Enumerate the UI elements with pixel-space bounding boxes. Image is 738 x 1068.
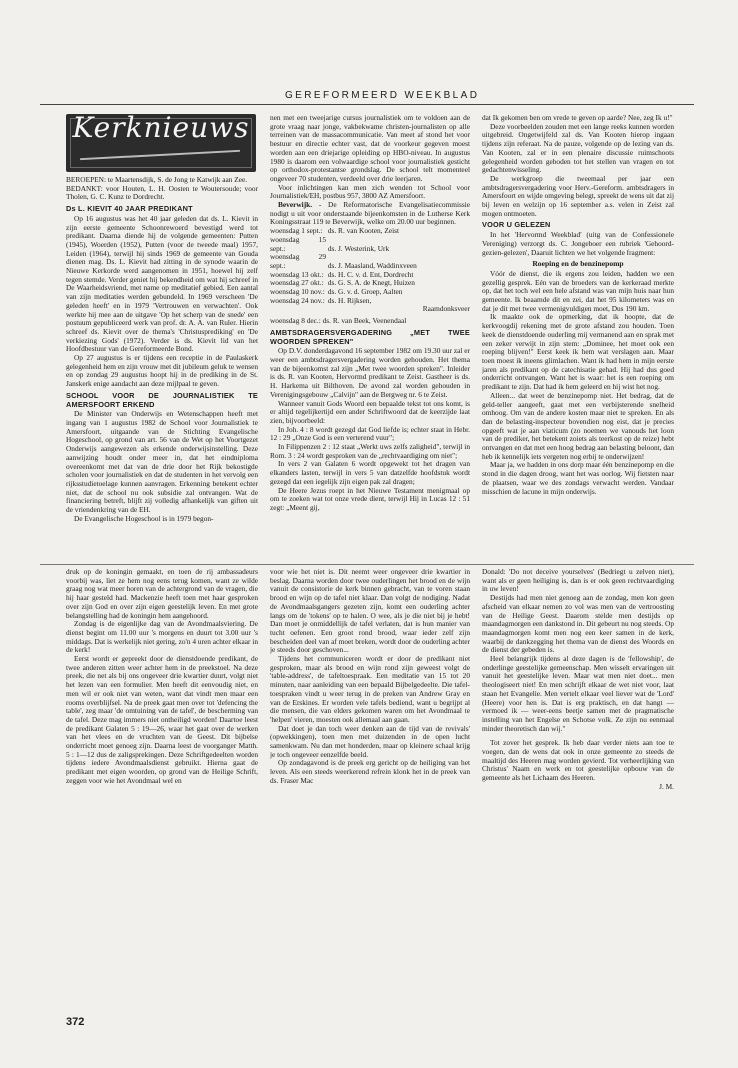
paragraph: voor wie het niet is. Dit neemt weer ongeveer drie kwartier in beslag. Daarna worden door twee ouderlingen het brood en de wijn vanuit de consistorie de kerk binnen gebracht, van te voren staan brood en wijn op de tafel niet klaar. Dan volgt de nodiging. Nadat de Avondmaalsgangers gezeten zijn, komt een ouderling achter langs om de 'tokens' op te halen. O wee, als je die niet bij je hebt! Dan moet je onmiddellijk de tafel verlaten, dat is hun manier van tucht oefenen. Een groot rond brood, waar ieder zelf zijn bescheiden deel van af moet breken, wordt door de ouderling achter je steeds door geschoven... [270, 568, 470, 655]
paragraph: Zondag is de eigenlijke dag van de Avondmaalsviering. De dienst begint om 11.00 uur 's morgens en duurt tot 3.00 uur 's middags. Dat is werkelijk niet gering, zo'n 4 uren achter elkaar in de kerk! [66, 619, 258, 655]
column-1 [66, 114, 258, 562]
paragraph: nen met een tweejarige cursus journalistiek om te voldoen aan de grote vraag naar jonge, vakbekwame christen-journalisten op alle terreinen van de massacommunicatie. Van meet af stond het voor bestuur en directie echter vast, dat de voorkeur gegeven moest worden aan een driejarige opleiding op HBO-niveau. In augustus 1980 is daarom een volwaardige school voor journalistiek gesticht op orthodox-protestantse grondslag. De school telt momenteel ongeveer 70 studenten, verdeeld over drie leerjaren. [270, 114, 470, 183]
paragraph: Op zondagavond is de preek erg gericht op de heiliging van het leven. Als een steeds weerkerend refrein klonk het in de preek van ds. Fraser Mac [270, 758, 470, 785]
paragraph-lead: Beverwijk. [278, 200, 313, 210]
paragraph: Tot zover het gesprek. Ik heb daar verder niets aan toe te voegen, dan de wens dat ook in onze gemeente zo steeds de maaltijd des Heeren mag worden gevierd. Tot verheerlijking van Christus' Naam en werk en tot geestelijke opbouw van de gemeente als het Lichaam des Heeren. [482, 738, 674, 783]
heading-journalistiek: SCHOOL VOOR DE JOURNALISTIEK TE AMERSFOORT ERKEND [66, 390, 258, 409]
paragraph: Vóór de dienst, die ik ergens zou leiden, hadden we een gezellig gesprek. Eén van de broeders van de kerkeraad merkte op, dat het toch wel een hele afstand was van mijn huis naar hun gemeente. Ik beaamde dit en zei, dat het 95 kilometers was en dat je dit met twee vermenigvuldigen moet, Dus 190 km. [482, 268, 674, 313]
page-number: 372 [66, 1016, 85, 1028]
schedule-row: woensdag 24 nov.: ds. H. Rijksen, [270, 295, 372, 305]
schedule-row: woensdag 1 sept.: ds. R. van Kooten, Zeist [270, 226, 400, 236]
column-3 [482, 114, 674, 562]
paragraph: Heel belangrijk tijdens al deze dagen is de 'fellowship', de onderlinge geestelijke gemeenschap. Men wisselt ervaringen uit vanuit het geestelijke leven. Maar wat men niet doet... men theologiseert niet! En men schrijft elkaar de wet niet voor, laat staan het Evangelie. Men vertelt elkaar veel liever wat de 'Lord' (Heere) voor hen is. Dat is erg praktisch, en dat hangt — vermoed ik — weer-eens beetje samen met de pragmatische instelling van het Engelse en Schotse volk. Ze zijn nu eenmaal minder theoretisch dan wij." [482, 654, 674, 733]
paragraph: Wanneer vanuit Gods Woord een bepaalde tekst tot ons komt, is er altijd tegelijkertijd een ander Schriftwoord dat de keerzijde laat zien, bijvoorbeeld: [270, 398, 470, 425]
paragraph: Op 27 augustus is er tijdens een receptie in de Paulaskerk gelegenheid hem en zijn vrouw met dit jubileum geluk te wensen en op zondag 29 augustus hoopt hij in de prediking in de St. Janskerk enige aandacht aan deze mijlpaal te geven. [66, 353, 258, 389]
header-rule [40, 104, 694, 105]
schedule-row: woensdag 27 okt.: ds. G. S. A. de Knegt, Huizen [270, 278, 415, 288]
paragraph: In Filippenzen 2 : 12 staat „Werkt uws zelfs zaligheid", terwijl in Rom. 3 : 24 wordt gesproken van de „rechtvaardiging om niet"; [270, 442, 470, 460]
column-6 [482, 568, 674, 1008]
paragraph: dat Ik gekomen ben om vrede te geven op aarde? Nee, zeg Ik u!" [482, 114, 673, 122]
section-divider [40, 564, 694, 565]
paragraph: Tijdens het communiceren wordt er door de predikant niet gesproken, maar als brood en wijn rond zijn geweest volgt de 'table-address', de tafeltoespraak. Een meditatie van 15 tot 20 minuten, naar aanleiding van een bepaald Bijbelgedeelte. Die tafel-toespraken vindt u weer terug in de preken van Andrew Gray en van de Erskines. Er worden vele tafels bediend, want u begrijpt al die mensen, die van elders gekomen waren om het Avondmaal te 'helpen' vieren, moesten ook allemaal aan gaan. [270, 654, 470, 724]
paragraph: Op D.V. donderdagavond 16 september 1982 om 19.30 uur zal er weer een ambtsdragersvergadering worden gehouden. Het thema van de bijeenkomst zal zijn „Met twee woorden spreken". Inleider is ds. R. van Kooten, Hervormd predikant te Zeist. Gastheer is ds. H. Harkema uit Bilthoven. De avond zal worden gehouden in Verenigingsgebouw „Calvijn" aan de Bergweg nr. 6 te Zeist. [270, 346, 470, 399]
publication-title: GEREFORMEERD WEEKBLAD [285, 90, 480, 101]
column-4 [66, 568, 258, 1008]
column-2 [270, 114, 470, 562]
column-5 [270, 568, 470, 1008]
paragraph: De Heere Jezus roept in het Nieuwe Testament menigmaal op om te zoeken wat tot onze vrede dient, terwijl Hij in Lucas 12 : 51 zegt: „Meent gij, [270, 485, 470, 512]
paragraph: Op 16 augustus was het 40 jaar geleden dat ds. L. Kievit in zijn eerste gemeente Schoonrewoerd bevestigd werd tot predikant. Daarna diende hij de volgende gemeenten: Putten (1945), Woerden (1952), Putten (voor de tweede maal) 1957, Leiden (1964), terwijl hij sinds 1969 de gemeente van Gouda dienen mag. Ds. L. Kievit had zitting in de synode waarin de Nieuwe Kerkorde werd aangenomen in 1951, hoewel hij zelf tegen stemde. Verder geniet hij bekendheid om wat hij schreef in De Waarheidsvriend, met name op meditatief gebied. Een aantal van zijn meditaties werden gebundeld. In 1969 verscheen 'De geleden heeft' en in 1979 'Vertrouwen en verwachten'. Ook werkte hij mee aan de uitgave 'Op het scherp van de snede' een postuum gepubliceerd werk van prof. dr. A. A. van Ruler. Hierin schreef ds. Kievit over de thema's 'Christusprediking' en 'De verkiezing Gods' (1972). Verder is ds. Kievit lid van het Hoofdbestuur van de Gereformeerde Bond. [66, 213, 258, 354]
paragraph: BEROEPEN: te Maartensdijk, S. de Jong te Katwijk aan Zee. [66, 175, 248, 184]
paragraph: Destijds had men niet genoeg aan de zondag, men kon geen afscheid van elkaar nemen zo vol was men van de vertroosting van de Heilige Geest. Daarom stelde men destijds op maandagmorgen een dankstond in. Dit gebeurt nu nog steeds. Op maandagmorgen komt men nog een keer samen in de kerk, waarbij de dankzegging het thema van de dienst des Woords en de dienst der gebeden is. [482, 593, 674, 655]
schedule-row: woensdag 29 sept.: ds. J. Maasland, Waddinxveen [270, 252, 417, 270]
paragraph: Alleen... dat weet de benzinepomp niet. Het bedrag, dat de geld-teller aangeeft, gaat met een verbijsterende snelheid omhoog. Om van de andere kosten maar niet te spreken. En als dan de belasting-inspecteur bovendien nog eist, dat je precies opgeeft wat je aan viaticum (zo noemen we vanouds het loon van de prediker, het betekent zoiets als teerkost op de reize) hebt ontvangen en dat met een hoog bedrag aan belasting beloont, dan heb ik kennelijk iets vergeten nog erbij te onderwijzen! [482, 390, 674, 461]
paragraph: Voor inlichtingen kan men zich wenden tot School voor Journalistiek/EH, postbus 957, 3800 AZ Amersfoort. [270, 182, 470, 201]
paragraph: Ik maakte ook de opmerking, dat ik hoopte, dat de kerkvoogdij rekening met de grote afstand zou houden. Toen keek de dienstdoende ouderling mij vermanend aan en sprak met een zeker verwijt in zijn stem: „Dominee, het moet ook een roeping blijven!" Eerst keek ik hem wat verslagen aan. Maar toen moest ik ineens glimlachen. Want ik had hem in mijn eerste jaren als predikant op de catechisatie gehad. Hij had dus goed onderricht ontvangen. Want het is waar: het is een roeping om predikant te zijn. Dat had ik hem geleerd en hij wist het nog. [482, 312, 674, 392]
paragraph: Maar ja, we hadden in ons dorp maar één benzinepomp en die stond in die dagen droog, want het was oorlog. Wij fietsten naar de plaatsen, waar we des zondags verwacht werden. Vandaar misschien de lacune in mijn onderwijs. [482, 460, 674, 496]
logo-text: Kerknieuws [72, 114, 250, 144]
paragraph: druk op de koningin gemaakt, en toen de rij ambassadeurs voorbij was, liet ze hem nog eens terug komen, want ze wilde graag nog wat meer horen van de achtergrond van de vragen, die hij haar gesteld had. Mackenzie heeft toen met haar gesproken over zijn God en over zijn eigen geestelijk leven. En met grote belangstelling had de koningin hem aangehoord. [66, 568, 258, 620]
paragraph: BEDANKT: voor Houten, L. H. Oosten te Woutersoude; voor Tholen, G. C. Kunz te Dordrecht. [66, 183, 258, 202]
schedule-row: woensdag 8 dec.: ds. R. van Beek, Veenendaal [270, 316, 407, 326]
schedule-row: woensdag 10 nov.: ds. G. v. d. Groep, Aalten [270, 287, 403, 297]
paragraph: De werkgroep die tweemaal per jaar een ambtsdragersvergadering voor Herv.-Gereform. ambtsdragers in Amersfoort en wijde omgeving belegt, spreekt de wens uit dat zij bij leven en welzijn op 16 september a.s. velen in Zeist zal mogen ontmoeten. [482, 173, 674, 218]
schedule-tail: Raamdonksveer [422, 304, 470, 314]
schedule-row: woensdag 13 okt.: ds. H. C. v. d. Ent, Dordrecht [270, 269, 414, 279]
paragraph: In het 'Hervormd Weekblad' (uitg van de Confessionele Vereniging) verzorgt ds. C. Jongeboer een rubriek 'Gehoord-gezien-gelezen', Daaruit lichten we het volgende fragment: [482, 230, 674, 257]
kerknieuws-logo [66, 114, 256, 172]
paragraph: Eerst wordt er gepreekt door de dienstdoende predikant, de twee anderen zitten weer achter hem in de preekstoel. Na deze preek, die net als bij ons ongeveer drie kwartier duurt, volgt niet het lezen van een formulier. Men heeft dit eenvoudig niet, en men wil er ook niet van weten, want dat vindt men maar een rooms overblijfsel. Na de preek gaat men over tot 'defencing the table', zeg maar 'de omtuining van de tafel', de bescherming van de tafel. Deze mag immers niet ontheiligd worden! Daartoe leest de predikant Galaten 5 : 19—26, waar het gaat over de werken van het vlees en de vruchten van de Geest. Dit bijbelse onderricht moet genoeg zijn. Daarna leest de voorganger Matth. 5 : 1—12 dus de zaligsprekingen. Deze Schriftgedeelten worden tijdens iedere Avondmaalsdienst gebruikt. Hierna gaat de predikant met eigen woorden, op grond van de Heilige Schrift, zeggen voor wie het Avondmaal wel en [66, 654, 258, 785]
paragraph: Donald: 'Do not deceive yourselves' (Bedriegt u zelven niet), want als er geen heiliging is, dan is er ook geen rechtvaardiging in uw leven! [482, 568, 674, 594]
heading-voor-u-gelezen: VOOR U GELEZEN [482, 220, 551, 230]
paragraph: In Joh. 4 : 8 wordt gezegd dat God liefde is; echter staat in Hebr. 12 : 29 „Onze God is een verterend vuur"; [270, 424, 470, 443]
heading-ambtsdragers: AMBTSDRAGERSVERGADERING „MET TWEE WOORDEN SPREKEN" [270, 327, 470, 346]
heading-kievit: Ds L. KIEVIT 40 JAAR PREDIKANT [66, 204, 193, 214]
paragraph: Deze voorbeelden zouden met een lange reeks kunnen worden uitgebreid. Ongetwijfeld zal ds. Van Kooten hierop ingaan tijdens zijn referaat. Na de pauze, volgende op de lezing van ds. Van Kooten, zal er in een plenaire discussie ruimschoots gelegenheid worden geboden tot het stellen van vragen en tot gedachtenwisseling. [482, 121, 674, 175]
paragraph: In vers 2 van Galaten 6 wordt opgewekt tot het dragen van elkanders lasten, terwijl in vers 5 van datzelfde hoofdstuk wordt gezegd dat een iegelijk zijn eigen pak zal dragen; [270, 459, 470, 486]
paragraph: Dat doet je dan toch weer denken aan de tijd van de revivals' (opwekkingen), toen men met duizenden in de open lucht samenkwam. Nu dan met honderden, maar op kleinere schaal krijg je toch ongeveer eenzelfde beeld. [270, 723, 470, 759]
paragraph: De Evangelische Hogeschool is in 1979 begon- [74, 513, 214, 523]
subheading-roeping: Roeping en de benzinepomp [532, 259, 624, 269]
meeting-schedule [270, 227, 470, 326]
paragraph: - De Reformatorische Evangelisatiecommissie nodigt u uit voor onderstaande bijeenkomsten in de Lutherse Kerk Koningsstraat 119 te Beverwijk, welke om 20.00 uur beginnen. [270, 200, 470, 227]
paragraph: De Minister van Onderwijs en Wetenschappen heeft met ingang van 1 augustus 1982 de School voor Journalistiek te Amersfoort, uitgaande van de Stichting Evangelische Hogeschool, op grond van art. 56 van de Wet op het Voortgezet Onderwijs aangewezen als erkende onderwijsinstelling. Deze aanwijzing houdt onder meer in, dat het eindniploma overeenkomt met dat van de drie door het Rijk bekostigde scholen voor journalistiek en dat de studenten in het vervolg een rijksstudietoelage kunnen aanvragen. Erkenning betekent echter niet, dat de school nu ook subsidie zal ontvangen. Wat de financiering betreft, blijft zij volledig afhankelijk van giften uit de vriendenkring van de EH. [66, 409, 258, 515]
author-signature: J. M. [659, 781, 674, 791]
schedule-row: woensdag 15 sept.: ds. J. Westerink, Urk [270, 234, 390, 253]
